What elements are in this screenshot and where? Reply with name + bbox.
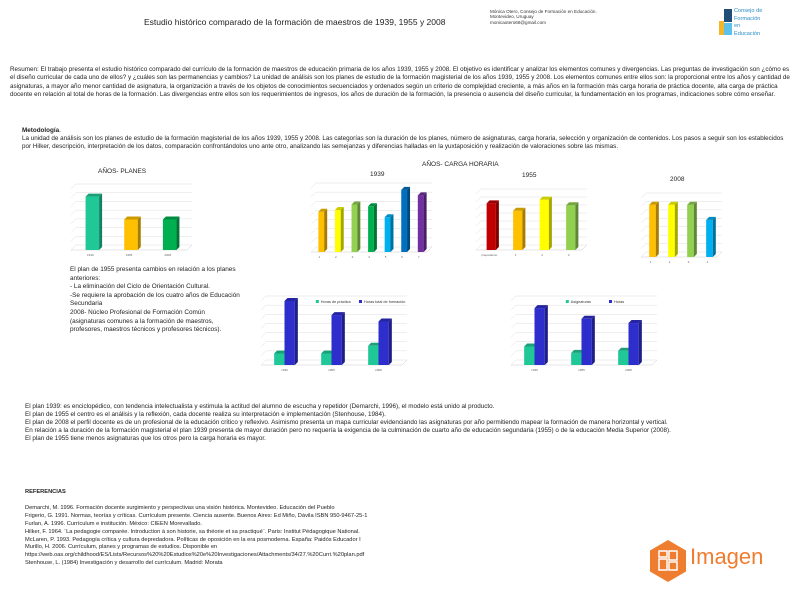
imagen-hexagon-icon [650,540,686,582]
bar-side [522,208,525,250]
bar-side [639,320,642,365]
x-tick-label: 1939 [86,253,94,257]
bar [629,323,639,365]
gridline [311,183,432,188]
chart-title-1939: 1939 [370,171,385,178]
bar [368,206,374,252]
chart-title-1955: 1955 [522,172,537,179]
author-email: monicaotero68@gmail.com [490,19,546,25]
bar [368,346,378,365]
bar [566,205,575,250]
x-tick-label: 4 [706,260,709,264]
bar [163,220,177,251]
bar [513,211,522,250]
bar [274,353,284,365]
chart-title-planes: AÑOS- PLANES [98,168,147,175]
bar-side [545,305,548,365]
x-tick-label: 2008 [625,368,632,372]
gridline [476,189,587,194]
x-tick-label: 5 [384,255,387,259]
bar [418,195,424,252]
bar [335,210,341,252]
legend-swatch [316,300,319,303]
author-location: Montevideo, Uruguay [490,14,534,20]
bar [535,308,545,365]
bar [318,212,324,252]
legend-label: Horas de práctica [320,300,351,304]
bar-side [99,194,102,250]
bar-side [656,202,659,257]
conclusion-line: El plan 1939: es enciclopédico, con tendencia intelectualista y estimula la actitud del alumno de escucha y repetidor (Demarchi, 1996), el modelo está unido al producto. [25,403,495,410]
bar-side [357,201,360,252]
bar-side [496,200,499,250]
referencias [25,489,505,568]
bar-side [549,197,552,250]
bar [571,353,581,365]
bar [618,351,628,365]
conclusion-line: El plan de 1955 tiene menos asignaturas que los otros pero la carga horaria es mayor. [25,435,266,443]
chart-horas-practica [255,295,415,373]
bar-side [575,202,578,250]
legend-swatch [566,300,569,303]
bar [401,190,407,252]
imagen-logo [650,538,770,588]
legend-label: Horas total de formación [364,300,406,304]
x-tick-label: 3 [567,253,570,257]
bar-side [342,312,345,365]
bar [487,203,496,250]
x-tick-label: 1 [649,260,652,264]
bar [540,200,549,250]
bar-side [424,192,427,252]
bar-side [295,298,298,365]
imagen-wordmark: Imagen [690,544,764,569]
resumen-text: Resumen: El trabajo presenta el estudio histórico comparado del currículo de la formación de maestros de educación primaria de los años 1939, 1955 y 2008. El objetivo es identificar y analizar los elementos comunes y divergencias. Las preguntas de investigación son ¿cómo es el diseño curricular de cada uno de ellos? y ¿cuáles son las permanencias y cambios? La unidad de análisis son los planes de estudio de la formación magisterial de los años 1939, 1955 y 2008. Los elementos comunes entre ellos son: la proporcional entre los años y cantidad de asignaturas, a mayor año menor cantidad de asignatura, la organización a través de los objetos de conocimientos secuenciados y ordenados según un criterio de complejidad creciente, a más años en la formación más carga horaria de práctica docente, alta carga de práctica docente en relación al total de horas de la formación. Las divergencias entre ellos son los requerimientos de ingresos, los años de duración de la formación, la presencia o ausencia del diseño curricular, la fundamentación en los programas, indicaciones sobre cómo enseñar. [10,66,790,99]
bar [321,353,331,365]
reference-item: McLaren, P. 1993. Pedagogía crítica y cultura depredadora. Políticas de oposición en la era posmoderna. España: Paidós Educador I [25,536,361,543]
bar-side [374,203,377,252]
x-tick-label: 1939 [531,368,538,372]
gridline [261,305,407,310]
bar [706,220,713,257]
bar [352,204,358,252]
reference-item: Murillo, H. 2006. Currículum, planes y programas de estudios. Disponible en [25,544,218,551]
legend-swatch [359,300,362,303]
bar [649,205,656,257]
x-tick-label: 1 [514,253,517,257]
consejo-logo [716,7,764,37]
bar-side [389,318,392,365]
bar-side [390,214,393,252]
x-tick-label: 2008 [164,253,172,257]
bar [668,205,675,257]
x-tick-label: 1939 [281,368,288,372]
plan-1955-text: El plan de 1955 presenta cambios en relación a los planes anteriores: - La eliminación del Ciclo de Orientación Cultural. -Se requiere la aprobación de los cuatro años de Educación Secundaria 2008- Núcleo Profesional de Formación Común (asignaturas comunes a la formación de maestros, profesores, maestros técnicos y profesores técnicos). [70,266,240,334]
reference-item: Frigerio, G. 1991. Normas, teorías y críticas. Currículum presente. Ciencia ausente. Buenos Aires: Ed Miño, Dávila ISBN 950-9467-25-1 [25,512,368,519]
x-tick-label: 1955 [328,368,335,372]
reference-item: Stenhouse, L. (1984) Investigación y desarrollo del currículum. Madrid: Morata [25,560,223,567]
x-tick-label: 2 [335,255,337,259]
bar [124,220,138,251]
bar-side [176,217,179,251]
chart-asignaturas-horas [505,295,665,373]
bar-side [675,202,678,257]
metodologia-section: Metodología. La unidad de análisis son los planes de estudio de la formación magisterial de los años 1939, 1955 y 2008. Las categorías son la duración de los planes, número de asignaturas, carga horaria, selección y organización de contenidos. Los pasos a seguir son los establecidos por Hilker, descripción, interpretación de los datos, comparación confrontándolos uno ante otro, analizando las semejanzas y diferencias halladas en la yuxtaposición y realización de valoraciones sobre las mismas. [22,127,794,151]
gridline [511,305,657,310]
bar [687,205,694,257]
bar [86,197,100,250]
chart-2008 [635,192,730,265]
carga-horaria-heading: AÑOS- CARGA HORARIA [422,161,499,168]
bar [285,301,295,365]
legend-swatch [609,300,612,303]
x-tick-label: 3 [351,255,354,259]
reference-item: Furlan, A. 1996. Currículum e institución. México: CIEEN Morevallado. [25,520,203,527]
bar [385,217,391,252]
metodologia-text: La unidad de análisis son los planes de estudio de la formación magisterial de los años 1939, 1955 y 2008. Las categorías son la duración de los planes, número de asignaturas, carga horaria, selección y organización de contenidos. Los pasos a seguir son los establecidos por Hilker, descripción, interpretación de los datos, comparación confrontándolos uno ante otro, analizando las semejanzas y diferencias halladas en la yuxtaposición y realización de valoraciones sobre las mismas. [22,135,784,150]
conclusion-line: El plan de 1955 el centro es el análisis y la reflexión, cada docente realiza su interpretación e implementación (Stenhouse, 1984). [25,411,386,419]
reference-item: Hilker, F. 1964. ¨La pedagogie comparée. Introduction à son historie, sa théorie et sa practiqué¨. Paris: Institut Pédagogique National. [25,528,360,535]
x-tick-label: 1955 [125,253,133,257]
gridline [71,184,192,189]
x-tick-label: 6 [401,255,403,259]
metodologia-heading: Metodología [22,127,60,134]
x-tick-label: 7 [417,255,420,259]
bar [379,321,389,365]
x-tick-label: 2 [541,253,544,257]
bar-side [592,316,595,365]
poster-title: Estudio histórico comparado de la formación de maestros de 1939, 1955 y 2008 [144,17,446,27]
reference-item: Demarchi, M. 1996. Formación docente surgimiento y perspectivas una visión histórica. Montevideo. Educación del Pueblo [25,504,335,511]
x-tick-label: 2008 [375,368,382,372]
author-info [490,9,597,25]
x-tick-label: 4 [368,255,370,259]
x-tick-label: preparatorio [481,253,498,257]
logo-text: Consejo de Formación en Educación [734,8,763,37]
x-tick-label: 3 [687,260,690,264]
reference-link[interactable]: https://web.oas.org/childhood/ES/Lists/Recursos%20%20Estudios%20e%20Investigaciones/Attachments/34/27.%20Curri.%20plan.pdf [25,552,365,559]
bar [332,315,342,365]
x-tick-label: 1955 [578,368,585,372]
bar-side [138,217,141,251]
chart-1955 [470,188,595,258]
gridline [641,193,722,198]
x-tick-label: 2 [668,260,671,264]
bar [582,319,592,365]
gridline [311,192,432,197]
author-name: Mónica Otero, Consejo de Formación en Educación. [490,9,597,14]
conclusion-line: El plan de 2008 el perfil docente es de un profesional de la educación crítico y reflexivo. Asimismo presenta un mapa curricular evidenciando las asignaturas por año permitiendo mapear la formación de manera horizontal y vertical. [25,419,668,427]
conclusion-line: En relación a la duración de la formación magisterial el plan 1939 presenta de mayor duración pero no requería la exigencia de la culminación de cuarto año de educación segundaria (1955) o de la educación Media Superior (2008). [25,427,671,435]
legend-label: Horas [614,300,625,304]
bar-side [407,187,410,252]
bar-side [341,207,344,252]
referencias-heading: REFERENCIAS [25,489,66,495]
bar [524,347,534,365]
bar-side [694,202,697,257]
chart-anos-planes [65,183,200,258]
bar-side [324,209,327,252]
chart-title-2008: 2008 [670,176,685,183]
chart-1939 [305,182,440,260]
x-tick-label: 1 [318,255,321,259]
conclusiones [25,403,795,443]
bar-side [713,217,716,257]
legend-label: Asignaturas [570,300,591,304]
